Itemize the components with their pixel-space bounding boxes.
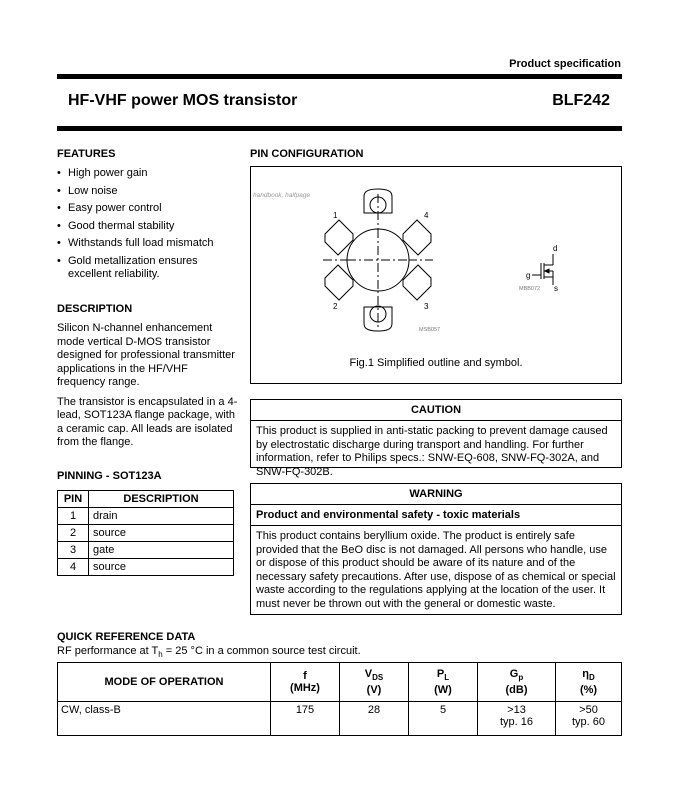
gp-cell: >13 typ. 16 xyxy=(478,702,556,736)
pin-configuration-heading: PIN CONFIGURATION xyxy=(250,148,364,160)
pl-cell: 5 xyxy=(409,702,478,736)
feature-item: • Easy power control xyxy=(57,202,237,215)
feature-item: • Gold metallization ensures excellent reliability. xyxy=(57,255,218,281)
pin-column-header: PIN xyxy=(58,491,89,508)
part-number: BLF242 xyxy=(552,92,610,109)
caution-box xyxy=(250,399,622,478)
document-title: HF-VHF power MOS transistor xyxy=(68,92,298,109)
drain-label: d xyxy=(553,244,558,253)
pin-description: drain xyxy=(89,508,234,525)
caution-heading: CAUTION xyxy=(251,400,621,421)
symbol-code: MBB072 xyxy=(519,286,541,292)
source-label: s xyxy=(554,284,558,293)
pinning-section xyxy=(57,470,234,576)
features-list xyxy=(57,167,237,281)
quick-reference-heading: QUICK REFERENCE DATA xyxy=(57,631,196,643)
pin-number: 2 xyxy=(58,525,89,542)
table-row xyxy=(58,542,234,559)
feature-item: • High power gain xyxy=(57,167,237,180)
outline-and-symbol-drawing xyxy=(251,167,621,383)
warning-heading: WARNING xyxy=(251,484,621,505)
feature-item: • Good thermal stability xyxy=(57,220,237,233)
description-heading: DESCRIPTION xyxy=(57,303,133,315)
mode-cell: CW, class-B xyxy=(58,702,271,736)
pinning-table xyxy=(57,490,234,576)
efficiency-column-header: $\eta_D$ (%) xyxy=(556,663,622,702)
table-row xyxy=(58,559,234,576)
pin-number: 3 xyxy=(58,542,89,559)
gate-label: g xyxy=(526,271,531,280)
description-para-2: The transistor is encapsulated in a 4-lead, SOT123A flange package, with a ceramic cap. All leads are isolated from the flange. xyxy=(57,395,238,448)
spec-label: Product specification xyxy=(509,58,621,70)
lead-label-3: 3 xyxy=(424,302,429,311)
package-outline xyxy=(323,189,433,331)
feature-item: • Withstands full load mismatch xyxy=(57,237,237,250)
header-rule xyxy=(57,126,622,131)
features-section xyxy=(57,148,237,286)
feature-item: • Low noise xyxy=(57,185,237,198)
vds-cell: 28 xyxy=(340,702,409,736)
mosfet-symbol xyxy=(532,254,553,285)
warning-box xyxy=(250,483,622,615)
description-section xyxy=(57,303,239,450)
description-para-1: Silicon N-channel enhancement mode vertical D-MOS transistor designed for professional transmitter applications in the HF/VHF frequency range. xyxy=(57,322,235,388)
pin-description: source xyxy=(89,559,234,576)
lead-label-4: 4 xyxy=(424,211,429,220)
pin-description: source xyxy=(89,525,234,542)
caution-text: This product is supplied in anti-static packing to prevent damage caused by electrostatic discharge during transport and handling. For further information, refer to Philips specs.: SNW-EQ-608, SNW-FQ-302A, and SNW-FQ-302B. xyxy=(256,425,608,478)
pl-column-header: $P_L$ (W) xyxy=(409,663,478,702)
mode-column-header: MODE OF OPERATION xyxy=(58,663,271,702)
frequency-column-header: f (MHz) xyxy=(271,663,340,702)
table-row xyxy=(58,508,234,525)
table-row xyxy=(58,702,622,736)
figure-caption: Fig.1 Simplified outline and symbol. xyxy=(349,357,523,369)
efficiency-cell: >50 typ. 60 xyxy=(556,702,622,736)
features-heading: FEATURES xyxy=(57,148,116,160)
frequency-cell: 175 xyxy=(271,702,340,736)
lead-label-2: 2 xyxy=(333,302,338,311)
pinning-heading: PINNING - SOT123A xyxy=(57,470,162,482)
pin-number: 1 xyxy=(58,508,89,525)
description-column-header: DESCRIPTION xyxy=(89,491,234,508)
warning-subheading: Product and environmental safety - toxic materials xyxy=(251,505,621,526)
vds-column-header: $V_{DS}$ (V) xyxy=(340,663,409,702)
watermark-text: handbook, halfpage xyxy=(253,192,311,199)
warning-text: This product contains beryllium oxide. The product is entirely safe provided that the BeO disc is not damaged. All persons who handle, use or dispose of this product should be aware of its nature and of the necessary safety precautions. After use, dispose of as chemical or special waste according to the regulations applying at the location of the user. It must never be thrown out with the general or domestic waste. xyxy=(256,530,616,610)
gp-column-header: $G_p$ (dB) xyxy=(478,663,556,702)
table-row xyxy=(58,525,234,542)
quick-reference-table xyxy=(57,662,622,736)
pin-description: gate xyxy=(89,542,234,559)
top-rule xyxy=(57,74,622,79)
lead-label-1: 1 xyxy=(333,211,338,220)
outline-code: MSB057 xyxy=(419,327,441,333)
pin-number: 4 xyxy=(58,559,89,576)
pin-configuration-figure xyxy=(250,166,622,384)
quick-reference-subtitle: RF performance at $T_h = 25$ °C in a common source test circuit. xyxy=(57,645,361,660)
